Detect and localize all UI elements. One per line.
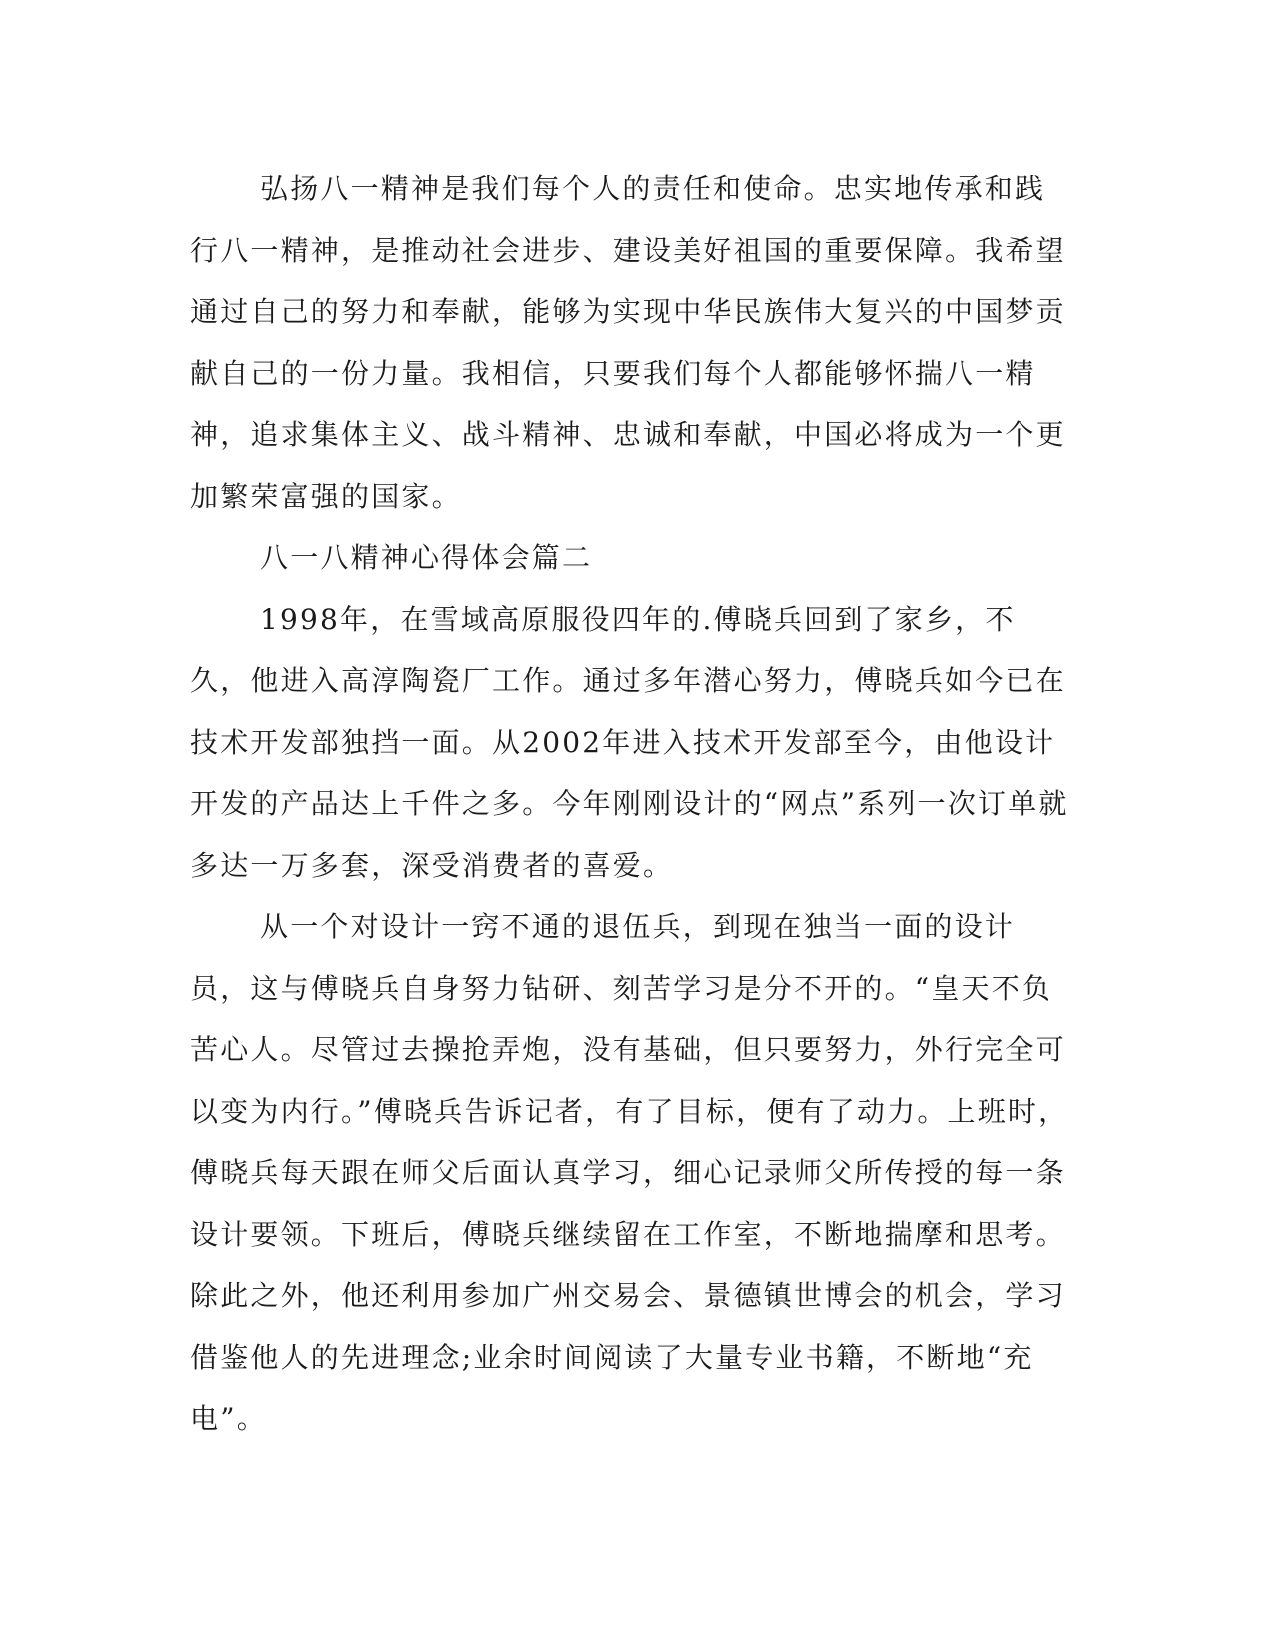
paragraph-3: 从一个对设计一窍不通的退伍兵，到现在独当一面的设计员，这与傅晓兵自身努力钻研、刻苦学习是分不开的。“皇天不负苦心人。尽管过去操抢弄炮，没有基础，但只要努力，外行完全可以变为内行。”傅晓兵告诉记者，有了目标，便有了动力。上班时，傅晓兵每天跟在师父后面认真学习，细心记录师父所传授的每一条设计要领。下班后，傅晓兵继续留在工作室，不断地揣摩和思考。除此之外，他还利用参加广州交易会、景德镇世博会的机会，学习借鉴他人的先进理念;业余时间阅读了大量专业书籍，不断地“充电”。 <box>190 910 1069 1435</box>
document-body <box>190 158 1070 1450</box>
paragraph-1: 弘扬八一精神是我们每个人的责任和使命。忠实地传承和践行八一精神，是推动社会进步、建设美好祖国的重要保障。我希望通过自己的努力和奉献，能够为实现中华民族伟大复兴的中国梦贡献自己的一份力量。我相信，只要我们每个人都能够怀揣八一精神，追求集体主义、战斗精神、忠诚和奉献，中国必将成为一个更加繁荣富强的国家。 <box>190 172 1066 513</box>
section-heading: 八一八精神心得体会篇二 <box>260 541 593 574</box>
paragraph-2: 1998年，在雪域高原服役四年的.傅晓兵回到了家乡，不久，他进入高淳陶瓷厂工作。通过多年潜心努力，傅晓兵如今已在技术开发部独挡一面。从2002年进入技术开发部至今，由他设计开发的产品达上千件之多。今年刚刚设计的“网点”系列一次订单就多达一万多套，深受消费者的喜爱。 <box>190 602 1069 882</box>
